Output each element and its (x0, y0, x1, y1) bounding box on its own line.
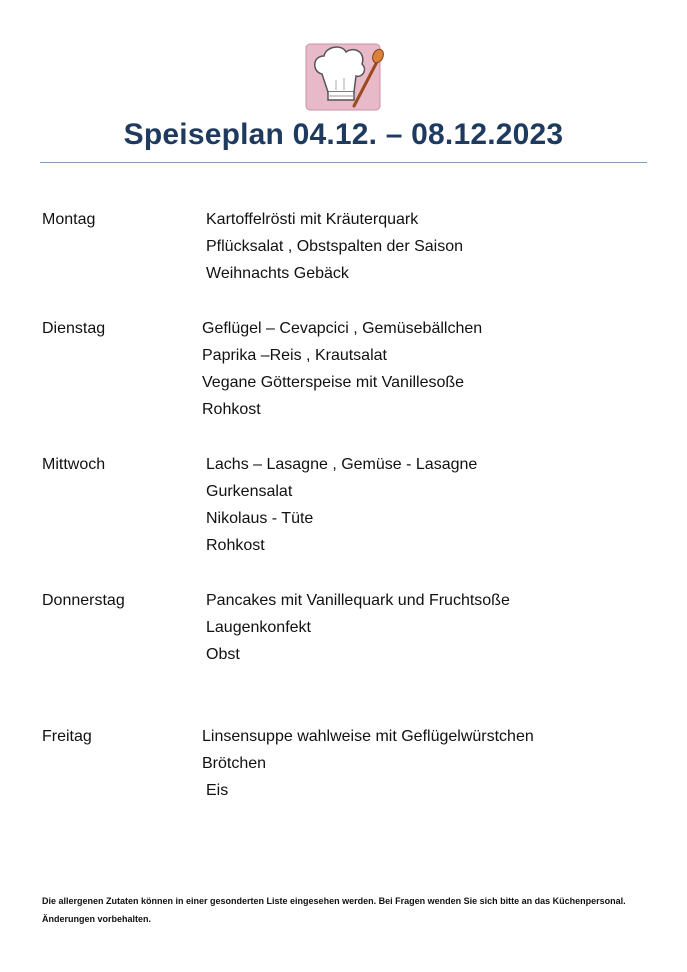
menu-item: Vegane Götterspeise mit Vanillesoße (202, 374, 465, 391)
menu-item: Kartoffelrösti mit Kräuterquark (206, 211, 419, 228)
menu-item: Eis (206, 782, 229, 799)
allergen-note: Die allergenen Zutaten können in einer gesonderten Liste eingesehen werden. Bei Fragen wenden Sie sich bitte an das Küchenpersonal. (42, 896, 626, 906)
menu-item: Nikolaus - Tüte (206, 510, 314, 527)
day-label-freitag: Freitag (42, 728, 92, 745)
menu-item: Laugenkonfekt (206, 619, 311, 636)
chef-hat-spoon-icon (302, 40, 386, 114)
menu-item: Linsensuppe wahlweise mit Geflügelwürstchen (202, 728, 534, 745)
menu-item: Weihnachts Gebäck (206, 265, 349, 282)
menu-item: Pancakes mit Vanillequark und Fruchtsoße (206, 592, 510, 609)
menu-item: Brötchen (202, 755, 267, 772)
menu-item: Geflügel – Cevapcici , Gemüsebällchen (202, 320, 483, 337)
title-divider (40, 162, 647, 163)
menu-item: Rohkost (202, 401, 261, 418)
menu-item: Pflücksalat , Obstspalten der Saison (206, 238, 464, 255)
page-title: Speiseplan 04.12. – 08.12.2023 (123, 118, 564, 151)
menu-item: Obst (206, 646, 240, 663)
day-label-mittwoch: Mittwoch (42, 456, 106, 473)
day-label-dienstag: Dienstag (42, 320, 106, 337)
menu-item: Lachs – Lasagne , Gemüse - Lasagne (206, 456, 478, 473)
menu-item: Paprika –Reis , Krautsalat (202, 347, 387, 364)
day-label-montag: Montag (42, 211, 96, 228)
day-label-donnerstag: Donnerstag (42, 592, 125, 609)
changes-note: Änderungen vorbehalten. (42, 914, 152, 924)
menu-item: Gurkensalat (206, 483, 293, 500)
menu-item: Rohkost (206, 537, 265, 554)
